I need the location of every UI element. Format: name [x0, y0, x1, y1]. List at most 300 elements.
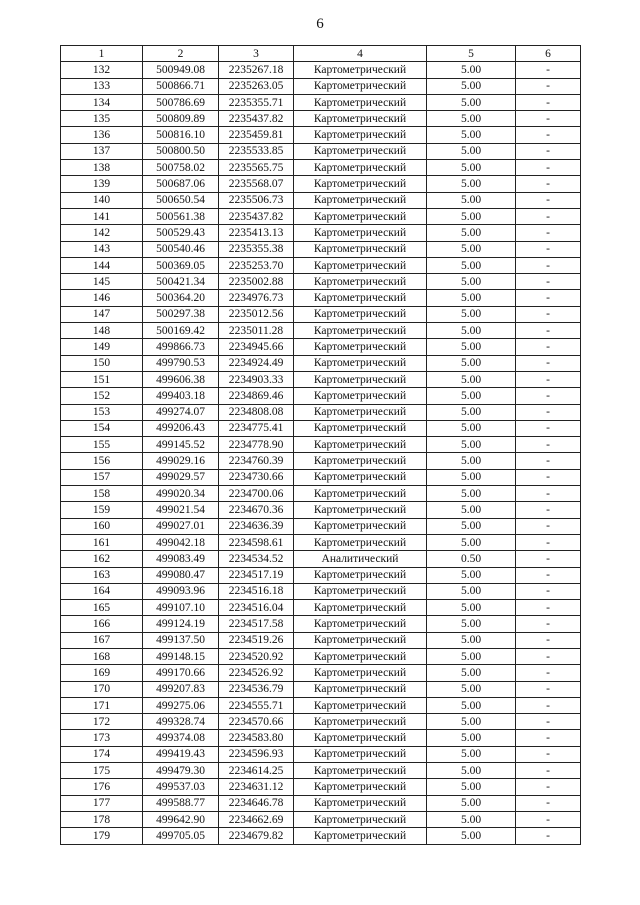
method-cell: Картометрический	[294, 127, 427, 143]
y-coordinate-cell: 2234631.12	[219, 779, 294, 795]
method-cell: Картометрический	[294, 62, 427, 78]
table-row	[61, 323, 581, 339]
x-coordinate-cell: 499479.30	[143, 763, 219, 779]
point-number-cell: 178	[61, 811, 143, 827]
x-coordinate-cell: 499145.52	[143, 437, 219, 453]
y-coordinate-cell: 2235506.73	[219, 192, 294, 208]
y-coordinate-cell: 2234570.66	[219, 714, 294, 730]
point-number-cell: 139	[61, 176, 143, 192]
x-coordinate-cell: 500169.42	[143, 323, 219, 339]
method-cell: Картометрический	[294, 176, 427, 192]
accuracy-cell: 5.00	[427, 665, 516, 681]
note-cell: -	[516, 388, 581, 404]
x-coordinate-cell: 499020.34	[143, 486, 219, 502]
table-row	[61, 176, 581, 192]
accuracy-cell: 5.00	[427, 225, 516, 241]
accuracy-cell: 5.00	[427, 697, 516, 713]
y-coordinate-cell: 2234924.49	[219, 355, 294, 371]
column-header: 5	[427, 46, 516, 62]
accuracy-cell: 5.00	[427, 795, 516, 811]
point-number-cell: 166	[61, 616, 143, 632]
y-coordinate-cell: 2235413.13	[219, 225, 294, 241]
x-coordinate-cell: 500540.46	[143, 241, 219, 257]
method-cell: Картометрический	[294, 795, 427, 811]
y-coordinate-cell: 2234730.66	[219, 469, 294, 485]
note-cell: -	[516, 534, 581, 550]
method-cell: Картометрический	[294, 811, 427, 827]
note-cell: -	[516, 257, 581, 273]
column-header: 1	[61, 46, 143, 62]
note-cell: -	[516, 486, 581, 502]
note-cell: -	[516, 274, 581, 290]
y-coordinate-cell: 2234536.79	[219, 681, 294, 697]
x-coordinate-cell: 499403.18	[143, 388, 219, 404]
table-row	[61, 111, 581, 127]
table-row	[61, 746, 581, 762]
note-cell: -	[516, 697, 581, 713]
point-number-cell: 144	[61, 257, 143, 273]
y-coordinate-cell: 2234778.90	[219, 437, 294, 453]
note-cell: -	[516, 192, 581, 208]
note-cell: -	[516, 176, 581, 192]
method-cell: Картометрический	[294, 567, 427, 583]
accuracy-cell: 5.00	[427, 143, 516, 159]
x-coordinate-cell: 500809.89	[143, 111, 219, 127]
table-row	[61, 811, 581, 827]
method-cell: Картометрический	[294, 730, 427, 746]
method-cell: Картометрический	[294, 779, 427, 795]
accuracy-cell: 5.00	[427, 681, 516, 697]
table-row	[61, 648, 581, 664]
note-cell: -	[516, 665, 581, 681]
point-number-cell: 160	[61, 518, 143, 534]
accuracy-cell: 5.00	[427, 469, 516, 485]
x-coordinate-cell: 500687.06	[143, 176, 219, 192]
note-cell: -	[516, 746, 581, 762]
note-cell: -	[516, 502, 581, 518]
note-cell: -	[516, 730, 581, 746]
method-cell: Аналитический	[294, 551, 427, 567]
note-cell: -	[516, 600, 581, 616]
accuracy-cell: 5.00	[427, 404, 516, 420]
table-row	[61, 828, 581, 844]
note-cell: -	[516, 779, 581, 795]
table-row	[61, 306, 581, 322]
point-number-cell: 177	[61, 795, 143, 811]
point-number-cell: 157	[61, 469, 143, 485]
y-coordinate-cell: 2235355.71	[219, 94, 294, 110]
note-cell: -	[516, 371, 581, 387]
y-coordinate-cell: 2235253.70	[219, 257, 294, 273]
y-coordinate-cell: 2235437.82	[219, 111, 294, 127]
accuracy-cell: 5.00	[427, 323, 516, 339]
y-coordinate-cell: 2234700.06	[219, 486, 294, 502]
point-number-cell: 141	[61, 208, 143, 224]
y-coordinate-cell: 2234517.58	[219, 616, 294, 632]
accuracy-cell: 5.00	[427, 94, 516, 110]
point-number-cell: 149	[61, 339, 143, 355]
column-header: 6	[516, 46, 581, 62]
table-row	[61, 567, 581, 583]
accuracy-cell: 5.00	[427, 730, 516, 746]
x-coordinate-cell: 500297.38	[143, 306, 219, 322]
note-cell: -	[516, 404, 581, 420]
note-cell: -	[516, 828, 581, 844]
accuracy-cell: 5.00	[427, 176, 516, 192]
x-coordinate-cell: 499124.19	[143, 616, 219, 632]
x-coordinate-cell: 500369.05	[143, 257, 219, 273]
method-cell: Картометрический	[294, 437, 427, 453]
y-coordinate-cell: 2234520.92	[219, 648, 294, 664]
x-coordinate-cell: 500800.50	[143, 143, 219, 159]
method-cell: Картометрический	[294, 681, 427, 697]
table-row	[61, 208, 581, 224]
point-number-cell: 145	[61, 274, 143, 290]
point-number-cell: 165	[61, 600, 143, 616]
note-cell: -	[516, 241, 581, 257]
table-row	[61, 241, 581, 257]
x-coordinate-cell: 499021.54	[143, 502, 219, 518]
y-coordinate-cell: 2235011.28	[219, 323, 294, 339]
x-coordinate-cell: 499042.18	[143, 534, 219, 550]
point-number-cell: 156	[61, 453, 143, 469]
accuracy-cell: 5.00	[427, 779, 516, 795]
table-row	[61, 78, 581, 94]
note-cell: -	[516, 616, 581, 632]
note-cell: -	[516, 437, 581, 453]
x-coordinate-cell: 500786.69	[143, 94, 219, 110]
table-row	[61, 534, 581, 550]
y-coordinate-cell: 2234596.93	[219, 746, 294, 762]
column-header: 3	[219, 46, 294, 62]
accuracy-cell: 5.00	[427, 192, 516, 208]
x-coordinate-cell: 499027.01	[143, 518, 219, 534]
method-cell: Картометрический	[294, 78, 427, 94]
y-coordinate-cell: 2234670.36	[219, 502, 294, 518]
point-number-cell: 148	[61, 323, 143, 339]
note-cell: -	[516, 648, 581, 664]
note-cell: -	[516, 551, 581, 567]
x-coordinate-cell: 499537.03	[143, 779, 219, 795]
point-number-cell: 155	[61, 437, 143, 453]
table-row	[61, 143, 581, 159]
x-coordinate-cell: 500650.54	[143, 192, 219, 208]
x-coordinate-cell: 499274.07	[143, 404, 219, 420]
table-row	[61, 339, 581, 355]
page-number: 6	[316, 16, 324, 32]
method-cell: Картометрический	[294, 274, 427, 290]
x-coordinate-cell: 499790.53	[143, 355, 219, 371]
method-cell: Картометрический	[294, 763, 427, 779]
table-row	[61, 127, 581, 143]
x-coordinate-cell: 499206.43	[143, 420, 219, 436]
method-cell: Картометрический	[294, 404, 427, 420]
note-cell: -	[516, 681, 581, 697]
note-cell: -	[516, 763, 581, 779]
table-row	[61, 616, 581, 632]
y-coordinate-cell: 2235012.56	[219, 306, 294, 322]
accuracy-cell: 0.50	[427, 551, 516, 567]
column-header: 4	[294, 46, 427, 62]
point-number-cell: 150	[61, 355, 143, 371]
accuracy-cell: 5.00	[427, 241, 516, 257]
point-number-cell: 158	[61, 486, 143, 502]
header-row	[61, 46, 581, 62]
note-cell: -	[516, 306, 581, 322]
y-coordinate-cell: 2234555.71	[219, 697, 294, 713]
x-coordinate-cell: 499029.57	[143, 469, 219, 485]
method-cell: Картометрический	[294, 616, 427, 632]
note-cell: -	[516, 323, 581, 339]
table-row	[61, 274, 581, 290]
x-coordinate-cell: 499029.16	[143, 453, 219, 469]
accuracy-cell: 5.00	[427, 486, 516, 502]
accuracy-cell: 5.00	[427, 567, 516, 583]
method-cell: Картометрический	[294, 225, 427, 241]
x-coordinate-cell: 500866.71	[143, 78, 219, 94]
accuracy-cell: 5.00	[427, 632, 516, 648]
note-cell: -	[516, 632, 581, 648]
method-cell: Картометрический	[294, 828, 427, 844]
point-number-cell: 151	[61, 371, 143, 387]
y-coordinate-cell: 2234636.39	[219, 518, 294, 534]
table-row	[61, 583, 581, 599]
table-row	[61, 795, 581, 811]
method-cell: Картометрический	[294, 714, 427, 730]
method-cell: Картометрический	[294, 469, 427, 485]
point-number-cell: 161	[61, 534, 143, 550]
table-row	[61, 420, 581, 436]
x-coordinate-cell: 500949.08	[143, 62, 219, 78]
method-cell: Картометрический	[294, 420, 427, 436]
y-coordinate-cell: 2234903.33	[219, 371, 294, 387]
x-coordinate-cell: 499374.08	[143, 730, 219, 746]
table-row	[61, 714, 581, 730]
note-cell: -	[516, 225, 581, 241]
table-row	[61, 94, 581, 110]
note-cell: -	[516, 811, 581, 827]
point-number-cell: 168	[61, 648, 143, 664]
method-cell: Картометрический	[294, 290, 427, 306]
method-cell: Картометрический	[294, 94, 427, 110]
note-cell: -	[516, 290, 581, 306]
x-coordinate-cell: 499642.90	[143, 811, 219, 827]
x-coordinate-cell: 499148.15	[143, 648, 219, 664]
table-row	[61, 371, 581, 387]
table-row	[61, 355, 581, 371]
y-coordinate-cell: 2235002.88	[219, 274, 294, 290]
method-cell: Картометрический	[294, 534, 427, 550]
x-coordinate-cell: 500561.38	[143, 208, 219, 224]
note-cell: -	[516, 94, 581, 110]
accuracy-cell: 5.00	[427, 78, 516, 94]
note-cell: -	[516, 567, 581, 583]
x-coordinate-cell: 499705.05	[143, 828, 219, 844]
method-cell: Картометрический	[294, 241, 427, 257]
y-coordinate-cell: 2235263.05	[219, 78, 294, 94]
note-cell: -	[516, 127, 581, 143]
y-coordinate-cell: 2235568.07	[219, 176, 294, 192]
note-cell: -	[516, 355, 581, 371]
table-row	[61, 486, 581, 502]
y-coordinate-cell: 2234583.80	[219, 730, 294, 746]
note-cell: -	[516, 78, 581, 94]
point-number-cell: 179	[61, 828, 143, 844]
note-cell: -	[516, 208, 581, 224]
method-cell: Картометрический	[294, 257, 427, 273]
point-number-cell: 134	[61, 94, 143, 110]
x-coordinate-cell: 499275.06	[143, 697, 219, 713]
method-cell: Картометрический	[294, 388, 427, 404]
method-cell: Картометрический	[294, 746, 427, 762]
table-row	[61, 437, 581, 453]
note-cell: -	[516, 518, 581, 534]
point-number-cell: 133	[61, 78, 143, 94]
y-coordinate-cell: 2235459.81	[219, 127, 294, 143]
y-coordinate-cell: 2234808.08	[219, 404, 294, 420]
note-cell: -	[516, 420, 581, 436]
method-cell: Картометрический	[294, 111, 427, 127]
table-row	[61, 404, 581, 420]
accuracy-cell: 5.00	[427, 274, 516, 290]
method-cell: Картометрический	[294, 160, 427, 176]
accuracy-cell: 5.00	[427, 811, 516, 827]
x-coordinate-cell: 499419.43	[143, 746, 219, 762]
y-coordinate-cell: 2234526.92	[219, 665, 294, 681]
accuracy-cell: 5.00	[427, 339, 516, 355]
note-cell: -	[516, 469, 581, 485]
x-coordinate-cell: 499083.49	[143, 551, 219, 567]
accuracy-cell: 5.00	[427, 518, 516, 534]
accuracy-cell: 5.00	[427, 714, 516, 730]
point-number-cell: 135	[61, 111, 143, 127]
method-cell: Картометрический	[294, 143, 427, 159]
table-row	[61, 192, 581, 208]
accuracy-cell: 5.00	[427, 355, 516, 371]
table-row	[61, 290, 581, 306]
y-coordinate-cell: 2234534.52	[219, 551, 294, 567]
table-row	[61, 257, 581, 273]
accuracy-cell: 5.00	[427, 388, 516, 404]
table-row	[61, 518, 581, 534]
table-row	[61, 62, 581, 78]
method-cell: Картометрический	[294, 583, 427, 599]
note-cell: -	[516, 160, 581, 176]
table-row	[61, 730, 581, 746]
method-cell: Картометрический	[294, 648, 427, 664]
note-cell: -	[516, 62, 581, 78]
x-coordinate-cell: 499606.38	[143, 371, 219, 387]
accuracy-cell: 5.00	[427, 534, 516, 550]
point-number-cell: 173	[61, 730, 143, 746]
x-coordinate-cell: 500529.43	[143, 225, 219, 241]
x-coordinate-cell: 500816.10	[143, 127, 219, 143]
y-coordinate-cell: 2234519.26	[219, 632, 294, 648]
table-row	[61, 551, 581, 567]
y-coordinate-cell: 2234869.46	[219, 388, 294, 404]
point-number-cell: 136	[61, 127, 143, 143]
method-cell: Картометрический	[294, 339, 427, 355]
accuracy-cell: 5.00	[427, 437, 516, 453]
table-row	[61, 502, 581, 518]
method-cell: Картометрический	[294, 208, 427, 224]
method-cell: Картометрический	[294, 453, 427, 469]
method-cell: Картометрический	[294, 306, 427, 322]
point-number-cell: 146	[61, 290, 143, 306]
table-body	[61, 62, 581, 844]
table-row	[61, 681, 581, 697]
accuracy-cell: 5.00	[427, 306, 516, 322]
table-row	[61, 779, 581, 795]
accuracy-cell: 5.00	[427, 208, 516, 224]
x-coordinate-cell: 499137.50	[143, 632, 219, 648]
y-coordinate-cell: 2235267.18	[219, 62, 294, 78]
accuracy-cell: 5.00	[427, 290, 516, 306]
x-coordinate-cell: 500421.34	[143, 274, 219, 290]
method-cell: Картометрический	[294, 697, 427, 713]
point-number-cell: 137	[61, 143, 143, 159]
column-header: 2	[143, 46, 219, 62]
method-cell: Картометрический	[294, 518, 427, 534]
x-coordinate-cell: 500364.20	[143, 290, 219, 306]
note-cell: -	[516, 583, 581, 599]
point-number-cell: 175	[61, 763, 143, 779]
point-number-cell: 143	[61, 241, 143, 257]
x-coordinate-cell: 499093.96	[143, 583, 219, 599]
y-coordinate-cell: 2234760.39	[219, 453, 294, 469]
point-number-cell: 171	[61, 697, 143, 713]
note-cell: -	[516, 453, 581, 469]
accuracy-cell: 5.00	[427, 648, 516, 664]
point-number-cell: 147	[61, 306, 143, 322]
point-number-cell: 159	[61, 502, 143, 518]
table-row	[61, 665, 581, 681]
accuracy-cell: 5.00	[427, 502, 516, 518]
point-number-cell: 172	[61, 714, 143, 730]
accuracy-cell: 5.00	[427, 160, 516, 176]
accuracy-cell: 5.00	[427, 257, 516, 273]
point-number-cell: 138	[61, 160, 143, 176]
y-coordinate-cell: 2234516.04	[219, 600, 294, 616]
note-cell: -	[516, 143, 581, 159]
x-coordinate-cell: 500758.02	[143, 160, 219, 176]
method-cell: Картометрический	[294, 600, 427, 616]
x-coordinate-cell: 499328.74	[143, 714, 219, 730]
point-number-cell: 142	[61, 225, 143, 241]
coordinates-table	[60, 45, 581, 845]
point-number-cell: 154	[61, 420, 143, 436]
accuracy-cell: 5.00	[427, 746, 516, 762]
table-row	[61, 632, 581, 648]
y-coordinate-cell: 2234598.61	[219, 534, 294, 550]
x-coordinate-cell: 499170.66	[143, 665, 219, 681]
method-cell: Картометрический	[294, 486, 427, 502]
table-row	[61, 763, 581, 779]
point-number-cell: 162	[61, 551, 143, 567]
method-cell: Картометрический	[294, 371, 427, 387]
x-coordinate-cell: 499207.83	[143, 681, 219, 697]
y-coordinate-cell: 2235533.85	[219, 143, 294, 159]
accuracy-cell: 5.00	[427, 763, 516, 779]
table-row	[61, 697, 581, 713]
point-number-cell: 152	[61, 388, 143, 404]
accuracy-cell: 5.00	[427, 420, 516, 436]
note-cell: -	[516, 339, 581, 355]
table-header	[61, 46, 581, 62]
y-coordinate-cell: 2234679.82	[219, 828, 294, 844]
y-coordinate-cell: 2235565.75	[219, 160, 294, 176]
table-row	[61, 388, 581, 404]
